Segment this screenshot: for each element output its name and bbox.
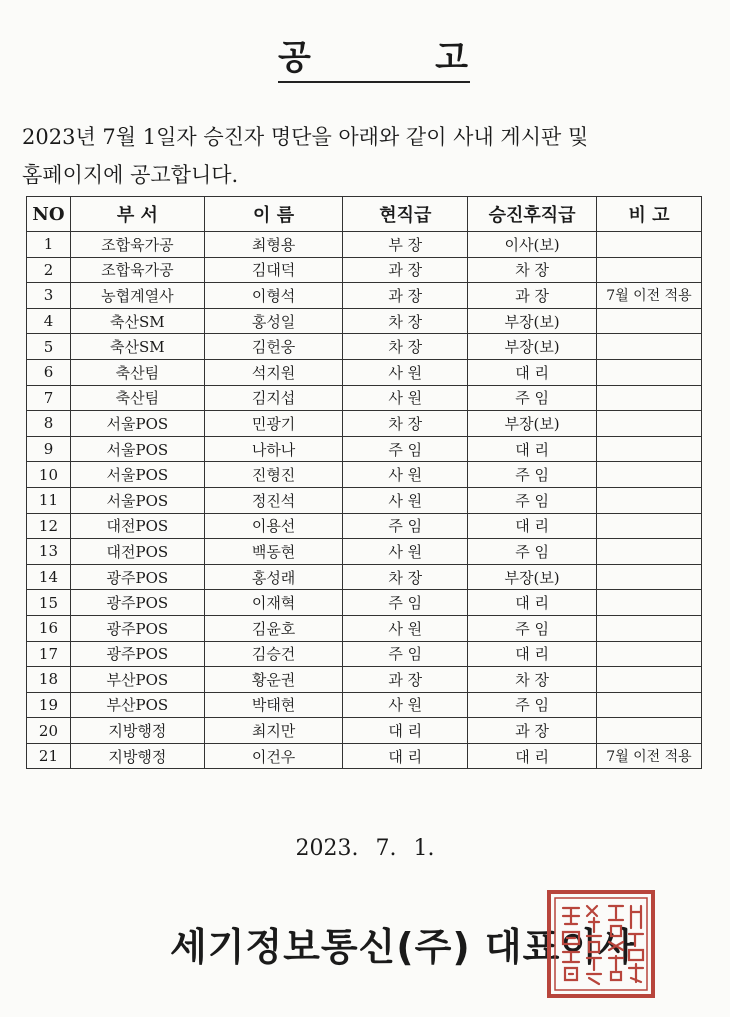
name-cell: 나하나 bbox=[204, 436, 343, 462]
department-cell: 광주POS bbox=[70, 641, 204, 667]
name-cell: 진형진 bbox=[204, 462, 343, 488]
new-rank-cell: 차 장 bbox=[468, 257, 597, 283]
name-cell: 홍성래 bbox=[204, 564, 343, 590]
table-row bbox=[27, 513, 702, 539]
note-cell bbox=[597, 564, 702, 590]
note-cell bbox=[597, 615, 702, 641]
note-cell bbox=[597, 334, 702, 360]
name-cell: 이형석 bbox=[204, 283, 343, 309]
company-seal-stamp bbox=[545, 888, 657, 1000]
name-cell: 김승건 bbox=[204, 641, 343, 667]
table-row bbox=[27, 334, 702, 360]
table-row bbox=[27, 641, 702, 667]
department-cell: 부산POS bbox=[70, 692, 204, 718]
no-cell: 1 bbox=[27, 232, 71, 258]
current-rank-cell: 차 장 bbox=[343, 564, 468, 590]
column-header: 현직급 bbox=[343, 197, 468, 232]
name-cell: 김지섭 bbox=[204, 385, 343, 411]
current-rank-cell: 사 원 bbox=[343, 487, 468, 513]
table-row bbox=[27, 487, 702, 513]
table-row bbox=[27, 590, 702, 616]
intro-line-1: 2023년 7월 1일자 승진자 명단을 아래와 같이 사내 게시판 및 bbox=[22, 125, 589, 149]
name-cell: 황운권 bbox=[204, 667, 343, 693]
department-cell: 광주POS bbox=[70, 590, 204, 616]
title-char-1: 공 bbox=[278, 38, 313, 78]
table-row bbox=[27, 283, 702, 309]
notice-intro bbox=[22, 118, 712, 194]
department-cell: 축산팀 bbox=[70, 385, 204, 411]
note-cell bbox=[597, 487, 702, 513]
new-rank-cell: 대 리 bbox=[468, 513, 597, 539]
current-rank-cell: 차 장 bbox=[343, 334, 468, 360]
no-cell: 18 bbox=[27, 667, 71, 693]
name-cell: 이재혁 bbox=[204, 590, 343, 616]
name-cell: 김대덕 bbox=[204, 257, 343, 283]
new-rank-cell: 대 리 bbox=[468, 641, 597, 667]
note-cell bbox=[597, 411, 702, 437]
note-cell bbox=[597, 308, 702, 334]
note-cell bbox=[597, 641, 702, 667]
table-row bbox=[27, 308, 702, 334]
no-cell: 8 bbox=[27, 411, 71, 437]
note-cell bbox=[597, 232, 702, 258]
current-rank-cell: 차 장 bbox=[343, 411, 468, 437]
no-cell: 4 bbox=[27, 308, 71, 334]
new-rank-cell: 부장(보) bbox=[468, 334, 597, 360]
current-rank-cell: 주 임 bbox=[343, 590, 468, 616]
name-cell: 홍성일 bbox=[204, 308, 343, 334]
column-header: 비 고 bbox=[597, 197, 702, 232]
new-rank-cell: 부장(보) bbox=[468, 411, 597, 437]
department-cell: 부산POS bbox=[70, 667, 204, 693]
current-rank-cell: 과 장 bbox=[343, 257, 468, 283]
name-cell: 김윤호 bbox=[204, 615, 343, 641]
table-row bbox=[27, 462, 702, 488]
note-cell bbox=[597, 667, 702, 693]
column-header: 부 서 bbox=[70, 197, 204, 232]
current-rank-cell: 사 원 bbox=[343, 692, 468, 718]
department-cell: 축산SM bbox=[70, 334, 204, 360]
no-cell: 3 bbox=[27, 283, 71, 309]
name-cell: 최지만 bbox=[204, 718, 343, 744]
name-cell: 최형용 bbox=[204, 232, 343, 258]
table-row bbox=[27, 257, 702, 283]
table-row bbox=[27, 385, 702, 411]
department-cell: 광주POS bbox=[70, 564, 204, 590]
name-cell: 이용선 bbox=[204, 513, 343, 539]
name-cell: 김헌웅 bbox=[204, 334, 343, 360]
new-rank-cell: 주 임 bbox=[468, 539, 597, 565]
note-cell bbox=[597, 436, 702, 462]
table-row bbox=[27, 436, 702, 462]
current-rank-cell: 주 임 bbox=[343, 513, 468, 539]
department-cell: 대전POS bbox=[70, 513, 204, 539]
promotion-table bbox=[26, 196, 702, 769]
table-row bbox=[27, 615, 702, 641]
new-rank-cell: 주 임 bbox=[468, 692, 597, 718]
name-cell: 백동현 bbox=[204, 539, 343, 565]
no-cell: 20 bbox=[27, 718, 71, 744]
current-rank-cell: 부 장 bbox=[343, 232, 468, 258]
new-rank-cell: 부장(보) bbox=[468, 308, 597, 334]
current-rank-cell: 차 장 bbox=[343, 308, 468, 334]
note-cell bbox=[597, 692, 702, 718]
new-rank-cell: 대 리 bbox=[468, 743, 597, 769]
table-row bbox=[27, 539, 702, 565]
department-cell: 농협계열사 bbox=[70, 283, 204, 309]
new-rank-cell: 차 장 bbox=[468, 667, 597, 693]
no-cell: 12 bbox=[27, 513, 71, 539]
department-cell: 서울POS bbox=[70, 436, 204, 462]
note-cell: 7월 이전 적용 bbox=[597, 743, 702, 769]
table-header-row bbox=[27, 197, 702, 232]
table-row bbox=[27, 411, 702, 437]
note-cell bbox=[597, 718, 702, 744]
no-cell: 14 bbox=[27, 564, 71, 590]
new-rank-cell: 대 리 bbox=[468, 359, 597, 385]
current-rank-cell: 과 장 bbox=[343, 283, 468, 309]
department-cell: 조합육가공 bbox=[70, 232, 204, 258]
current-rank-cell: 과 장 bbox=[343, 667, 468, 693]
table-row bbox=[27, 718, 702, 744]
note-cell bbox=[597, 513, 702, 539]
current-rank-cell: 대 리 bbox=[343, 743, 468, 769]
current-rank-cell: 주 임 bbox=[343, 436, 468, 462]
new-rank-cell: 과 장 bbox=[468, 718, 597, 744]
current-rank-cell: 사 원 bbox=[343, 359, 468, 385]
notice-title bbox=[278, 30, 470, 83]
new-rank-cell: 주 임 bbox=[468, 487, 597, 513]
department-cell: 축산팀 bbox=[70, 359, 204, 385]
no-cell: 10 bbox=[27, 462, 71, 488]
department-cell: 서울POS bbox=[70, 487, 204, 513]
new-rank-cell: 대 리 bbox=[468, 590, 597, 616]
new-rank-cell: 주 임 bbox=[468, 385, 597, 411]
department-cell: 서울POS bbox=[70, 411, 204, 437]
department-cell: 축산SM bbox=[70, 308, 204, 334]
current-rank-cell: 사 원 bbox=[343, 539, 468, 565]
note-cell bbox=[597, 462, 702, 488]
company-signature: 세기정보통신(주) 대표이사 bbox=[170, 925, 636, 969]
department-cell: 지방행정 bbox=[70, 743, 204, 769]
new-rank-cell: 주 임 bbox=[468, 462, 597, 488]
no-cell: 11 bbox=[27, 487, 71, 513]
department-cell: 광주POS bbox=[70, 615, 204, 641]
intro-line-2: 홈페이지에 공고합니다. bbox=[22, 163, 239, 187]
table-row bbox=[27, 743, 702, 769]
note-cell bbox=[597, 257, 702, 283]
current-rank-cell: 주 임 bbox=[343, 641, 468, 667]
table-row bbox=[27, 232, 702, 258]
no-cell: 9 bbox=[27, 436, 71, 462]
column-header: NO bbox=[27, 197, 71, 232]
note-cell bbox=[597, 385, 702, 411]
note-cell bbox=[597, 539, 702, 565]
current-rank-cell: 대 리 bbox=[343, 718, 468, 744]
no-cell: 19 bbox=[27, 692, 71, 718]
name-cell: 정진석 bbox=[204, 487, 343, 513]
department-cell: 대전POS bbox=[70, 539, 204, 565]
no-cell: 7 bbox=[27, 385, 71, 411]
department-cell: 조합육가공 bbox=[70, 257, 204, 283]
no-cell: 16 bbox=[27, 615, 71, 641]
column-header: 이 름 bbox=[204, 197, 343, 232]
table-row bbox=[27, 692, 702, 718]
notice-date: 2023. 7. 1. bbox=[295, 836, 435, 861]
no-cell: 13 bbox=[27, 539, 71, 565]
department-cell: 지방행정 bbox=[70, 718, 204, 744]
table-body bbox=[27, 232, 702, 769]
table-row bbox=[27, 667, 702, 693]
column-header: 승진후직급 bbox=[468, 197, 597, 232]
no-cell: 5 bbox=[27, 334, 71, 360]
note-cell bbox=[597, 590, 702, 616]
table-row bbox=[27, 564, 702, 590]
note-cell bbox=[597, 359, 702, 385]
no-cell: 15 bbox=[27, 590, 71, 616]
no-cell: 21 bbox=[27, 743, 71, 769]
current-rank-cell: 사 원 bbox=[343, 462, 468, 488]
name-cell: 박태현 bbox=[204, 692, 343, 718]
new-rank-cell: 이사(보) bbox=[468, 232, 597, 258]
new-rank-cell: 대 리 bbox=[468, 436, 597, 462]
no-cell: 6 bbox=[27, 359, 71, 385]
new-rank-cell: 부장(보) bbox=[468, 564, 597, 590]
table-row bbox=[27, 359, 702, 385]
new-rank-cell: 주 임 bbox=[468, 615, 597, 641]
new-rank-cell: 과 장 bbox=[468, 283, 597, 309]
title-char-2: 고 bbox=[435, 38, 470, 78]
name-cell: 석지원 bbox=[204, 359, 343, 385]
current-rank-cell: 사 원 bbox=[343, 615, 468, 641]
note-cell: 7월 이전 적용 bbox=[597, 283, 702, 309]
name-cell: 이건우 bbox=[204, 743, 343, 769]
no-cell: 2 bbox=[27, 257, 71, 283]
name-cell: 민광기 bbox=[204, 411, 343, 437]
current-rank-cell: 사 원 bbox=[343, 385, 468, 411]
no-cell: 17 bbox=[27, 641, 71, 667]
department-cell: 서울POS bbox=[70, 462, 204, 488]
